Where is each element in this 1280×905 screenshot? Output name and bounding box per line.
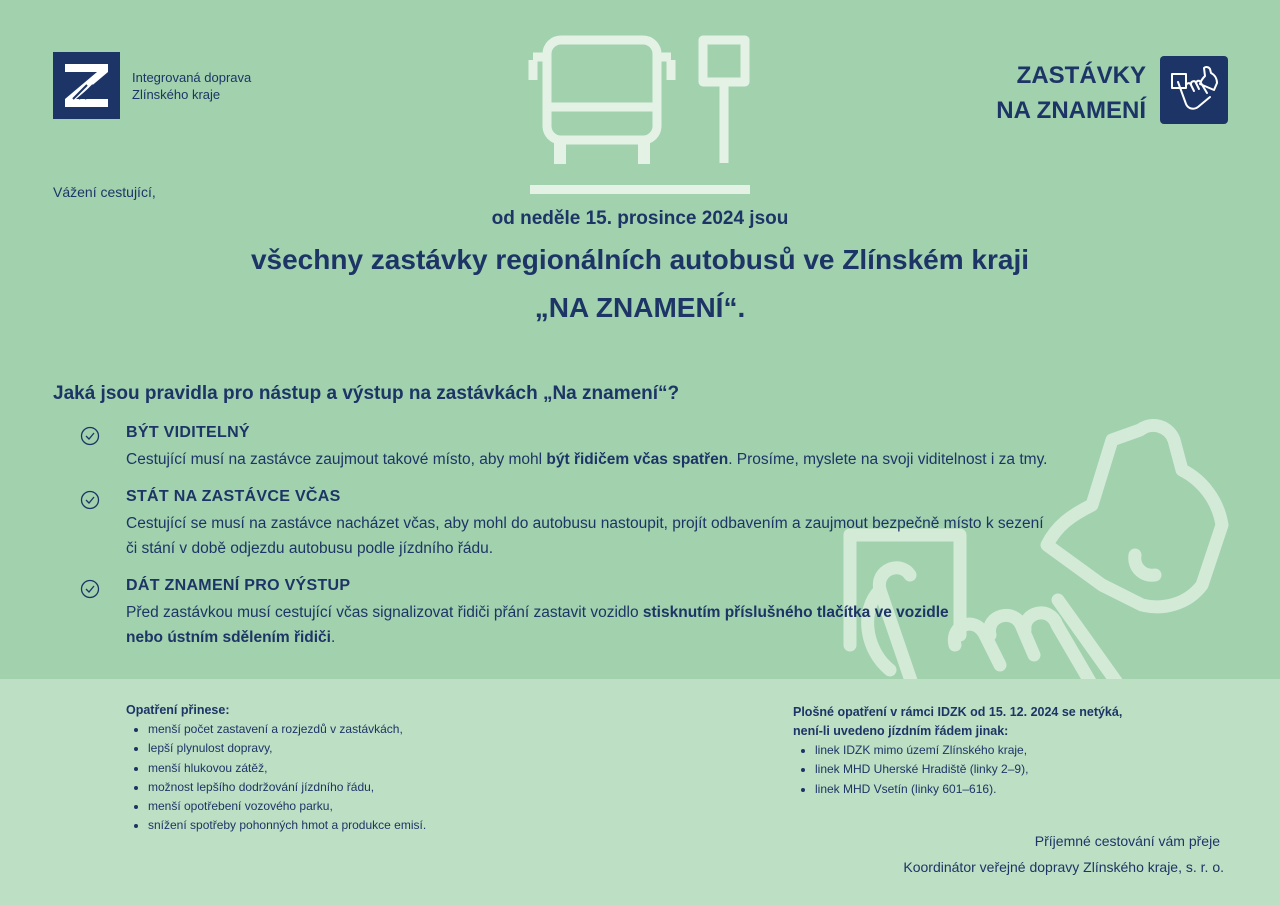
rule-title: STÁT NA ZASTÁVCE VČAS xyxy=(126,488,341,505)
rule-text-bold: nebo ústním sdělením řidiči xyxy=(126,629,331,646)
brand-badge xyxy=(1160,56,1228,124)
rule-title: BÝT VIDITELNÝ xyxy=(126,424,250,441)
list-item: • menší hlukovou zátěž, xyxy=(148,759,546,778)
rule-text-part: . Prosíme, myslete na svoji viditelnost i za tmy. xyxy=(728,451,1048,468)
list-item: • linek MHD Vsetín (linky 601–616). xyxy=(815,780,1193,799)
rule-text-line: či stání v době odjezdu autobusu podle jízdního řádu. xyxy=(126,540,494,557)
hand-bell-icon xyxy=(1160,56,1228,124)
logo-line-2: Zlínského kraje xyxy=(132,87,221,102)
brand-line-1: ZASTÁVKY xyxy=(1016,62,1146,89)
list-item: • linek IDZK mimo území Zlínského kraje, xyxy=(815,741,1193,760)
scope-title-2: není-li uvedeno jízdním řádem jinak: xyxy=(793,724,1009,738)
scope-title-1: Plošné opatření v rámci IDZK od 15. 12. 2024 se netýká, xyxy=(793,705,1123,719)
list-item: • možnost lepšího dodržování jízdního řádu, xyxy=(148,778,546,797)
rules-question: Jaká jsou pravidla pro nástup a výstup na zastávkách „Na znamení“? xyxy=(53,383,680,404)
check-circle-icon xyxy=(80,426,100,446)
rule-title: DÁT ZNAMENÍ PRO VÝSTUP xyxy=(126,577,351,594)
list-item: • lepší plynulost dopravy, xyxy=(148,739,546,758)
bus-stop-illustration-icon xyxy=(528,35,752,197)
list-item: • menší opotřebení vozového parku, xyxy=(148,797,546,816)
greeting: Vážení cestující, xyxy=(53,184,156,200)
rule-text xyxy=(126,511,1206,561)
list-item: • linek MHD Uherské Hradiště (linky 2–9), xyxy=(815,760,1193,779)
headline-date: od neděle 15. prosince 2024 jsou xyxy=(491,208,789,229)
farewell-line-2: Koordinátor veřejné dopravy Zlínského kraje, s. r. o. xyxy=(903,859,1224,875)
check-circle-icon xyxy=(80,579,100,599)
logo-caption xyxy=(132,69,251,103)
farewell-line-1: Příjemné cestování vám přeje xyxy=(1034,833,1220,849)
scope-block xyxy=(793,703,1193,799)
scope-list xyxy=(793,741,1193,799)
brand-line-2: NA ZNAMENÍ xyxy=(996,97,1146,124)
rule-text-part: Před zastávkou musí cestující včas signalizovat řidiči přání zastavit vozidlo xyxy=(126,604,643,621)
farewell xyxy=(903,828,1224,880)
idzk-logo xyxy=(53,52,120,119)
rule-text-part: Cestující musí na zastávce zaujmout takové místo, aby mohl xyxy=(126,451,547,468)
benefits-block xyxy=(126,703,546,836)
rule-text-part: . xyxy=(330,629,336,646)
list-item: • menší počet zastavení a rozjezdů v zastávkách, xyxy=(148,720,546,739)
rule-text xyxy=(126,447,1206,472)
benefits-title: Opatření přinese: xyxy=(126,703,230,717)
check-circle-icon xyxy=(80,490,100,510)
rule-text-bold: být řidičem včas spatřen xyxy=(546,451,729,468)
benefits-list xyxy=(126,720,546,836)
rule-text xyxy=(126,600,1206,650)
headline-main: všechny zastávky regionálních autobusů ve Zlínském kraji xyxy=(250,244,1030,275)
list-item: • snížení spotřeby pohonných hmot a produkce emisí. xyxy=(148,816,546,835)
rule-text-line: Cestující se musí na zastávce nacházet včas, aby mohl do autobusu nastoupit, projít odbavením a zaujmout bezpečně místo k sezení xyxy=(126,515,1044,532)
logo-z-icon xyxy=(53,52,120,119)
rule-text-bold: stisknutím příslušného tlačítka ve vozidle xyxy=(642,604,949,621)
headline-quote: „NA ZNAMENÍ“. xyxy=(534,292,746,323)
logo-line-1: Integrovaná doprava xyxy=(132,70,252,85)
brand-title xyxy=(996,58,1146,128)
